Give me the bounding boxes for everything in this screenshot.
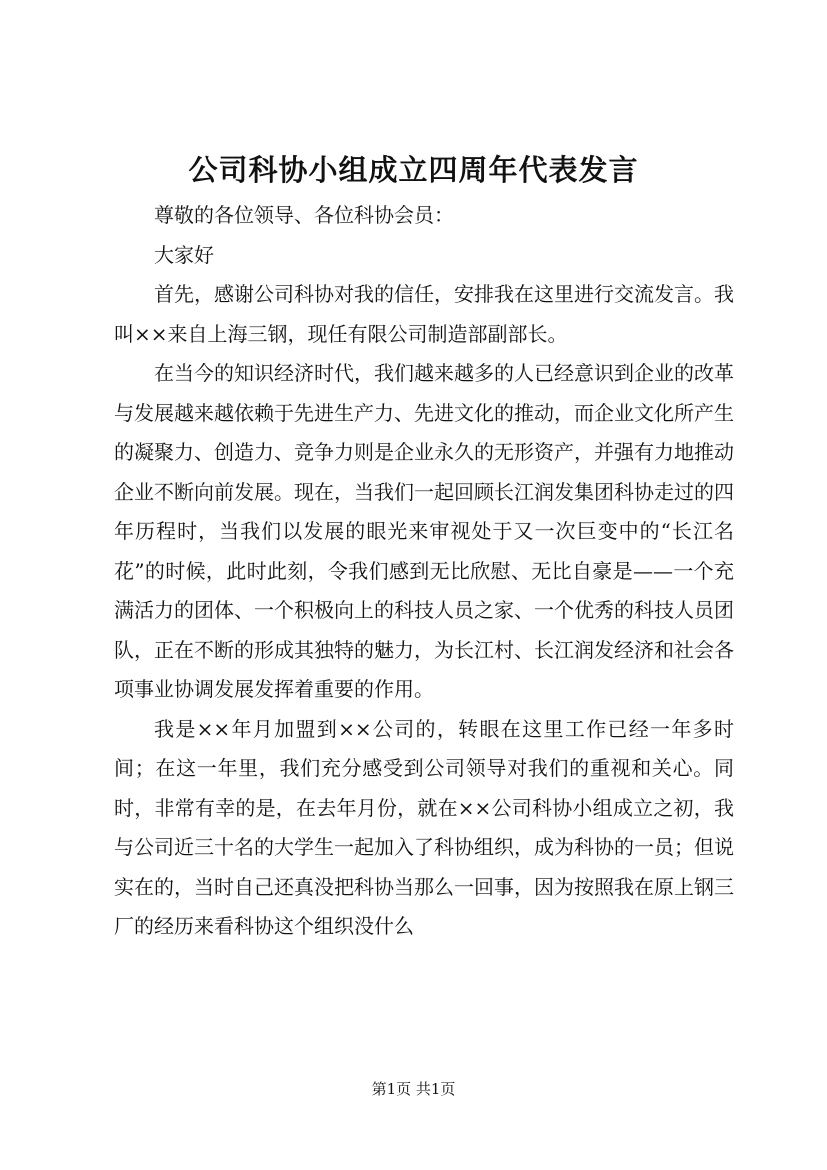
document-body <box>114 196 734 947</box>
document-title: 公司科协小组成立四周年代表发言 <box>188 153 639 187</box>
greeting: 大家好 <box>154 242 214 267</box>
paragraph-knowledge-economy: 在当今的知识经济时代，我们越来越多的人已经意识到企业的改革与发展越来越依赖于先进生产力、先进文化的推动，而企业文化所产生的凝聚力、创造力、竞争力则是企业永久的无形资产，并强有力地推动企业不断向前发展。现在，当我们一起回顾长江润发集团科协走过的四年历程时，当我们以发展的眼光来审视处于又一次巨变中的“长江名花”的时候，此时此刻，令我们感到无比欣慰、无比自豪是——一个充满活力的团体、一个积极向上的科技人员之家、一个优秀的科技人员团队，正在不断的形成其独特的魅力，为长江村、长江润发经济和社会各项事业协调发展发挥着重要的作用。 <box>114 361 734 701</box>
paragraph-personal-experience: 我是××年月加盟到××公司的，转眼在这里工作已经一年多时间；在这一年里，我们充分感受到公司领导对我们的重视和关心。同时，非常有幸的是，在去年月份，就在××公司科协小组成立之初，我与公司近三十名的大学生一起加入了科协组织，成为科协的一员；但说实在的，当时自己还真没把科协当那么一回事，因为按照我在原上钢三厂的经历来看科协这个组织没什么 <box>114 716 734 938</box>
paragraph-introduction: 首先，感谢公司科协对我的信任，安排我在这里进行交流发言。我叫××来自上海三钢，现任有限公司制造部副部长。 <box>114 282 734 346</box>
page-footer: 第1页 共1页 <box>371 1080 456 1098</box>
salutation: 尊敬的各位领导、各位科协会员： <box>154 203 454 227</box>
